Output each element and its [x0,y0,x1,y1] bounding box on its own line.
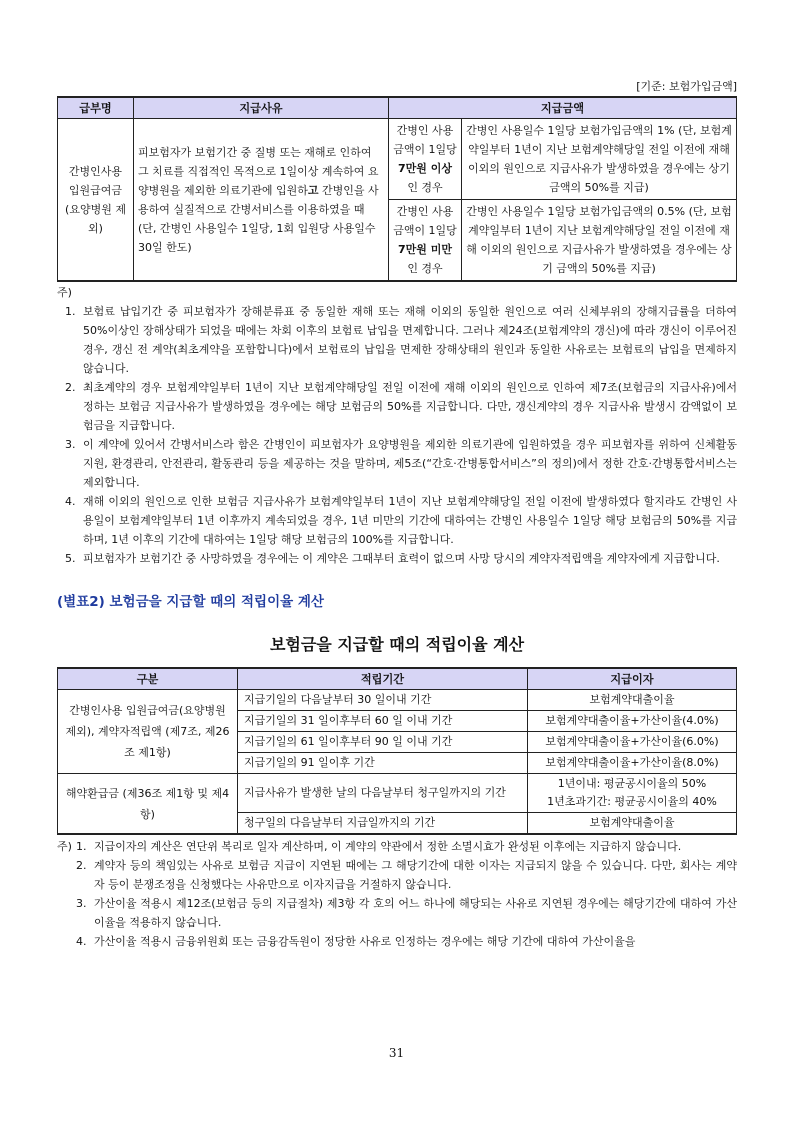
amount-cell: 간병인 사용일수 1일당 보험가입금액의 1% (단, 보험계약일부터 1년이 지난 보험계약해당일 전일 이전에 재해 이외의 원인으로 지급사유가 발생하였을 경우에는 상기 금액의 50%를 지급) [462,119,737,200]
period-cell: 지급기일의 61 일이후부터 90 일 이내 기간 [238,732,528,753]
header-amount: 지급금액 [389,97,737,119]
interest-table-header [58,668,737,690]
category-cell: 간병인사용 입원급여금(요양병원 제외), 계약자적립액 (제7조, 제26조 제1항) [58,690,238,774]
note-item: 4. 가산이율 적용시 금융위원회 또는 금융감독원이 정당한 사유로 인정하는 경우에는 해당 기간에 대하여 가산이율을 [90,932,737,951]
interest-line: 1년이내: 평균공시이율의 50% [557,777,707,790]
interest-cell: 보험계약대출이율+가산이율(8.0%) [528,753,737,774]
note-item: 1. 지급이자의 계산은 연단위 복리로 일자 계산하며, 이 계약의 약관에서 정한 소멸시효가 완성된 이후에는 지급하지 않습니다. [90,837,737,856]
note-item: 1. 보험료 납입기간 중 피보험자가 장해분류표 중 동일한 재해 또는 재해 이외의 동일한 원인으로 여러 신체부위의 장해지급률을 더하여 50%이상인 장해상태가 되었을 때에는 차회 이후의 보험료 납입을 면제합니다. 그러나 제24조(보험계약의 갱신)에 따라 갱신이 이루어진 경우, 갱신 전 계약(최초계약을 포함합니다)에서 보험료의 납입을 면제한 장해상태의 원인과 동일한 사유로는 보험료의 납입을 면제하지 않습니다. [79,302,737,378]
condition-cell: 간병인 사용금액이 1일당 7만원 이상인 경우 [389,119,462,200]
reason-cell: 피보험자가 보험기간 중 질병 또는 재해로 인하여 그 치료를 직접적인 목적으로 1일이상 계속하여 요양병원을 제외한 의료기관에 입원하고 간병인을 사용하여 실질적으로 간병서비스를 이용하였을 때 (단, 간병인 사용일수 1일당, 1회 입원당 사용일수 30일 한도) [134,119,389,282]
interest-cell [528,774,737,813]
notes2-label: 주) [57,840,72,853]
header-category: 구분 [58,668,238,690]
benefit-table-header [58,97,737,119]
note-item: 4. 재해 이외의 원인으로 인한 보험금 지급사유가 보험계약일부터 1년이 지난 보험계약해당일 전일 이전에 발생하였다 할지라도 간병인 사용일이 보험계약일부터 1년 이후까지 계속되었을 경우, 1년 미만의 기간에 대하여는 간병인 사용일수 1일당 해당 보험금의 50%를 지급하며, 1년 이후의 기간에 대하여는 1일당 해당 보험금의 100%를 지급합니다. [79,492,737,549]
notes-list [57,302,737,568]
page-number: 31 [388,1046,405,1060]
notes2-block [57,837,737,951]
period-cell: 지급기일의 31 일이후부터 60 일 이내 기간 [238,711,528,732]
category-cell: 해약환급금 (제36조 제1항 및 제4항) [58,774,238,835]
benefit-name-cell: 간병인사용 입원급여금 (요양병원 제외) [58,119,134,282]
note-item: 3. 이 계약에 있어서 간병서비스라 함은 간병인이 피보험자가 요양병원을 제외한 의료기관에 입원하였을 경우 피보험자를 위하여 신체활동 지원, 환경관리, 안전관리, 활동관리 등을 제공하는 것을 말하며, 제5조(“간호·간병통합서비스”의 정의)에서 정한 간호·간병통합서비스는 제외합니다. [79,435,737,492]
note-item: 3. 가산이율 적용시 제12조(보험금 등의 지급절차) 제3항 각 호의 어느 하나에 해당되는 사유로 지연된 경우에는 해당기간에 대하여 가산이율을 적용하지 않습니다. [90,894,737,932]
amount-cell: 간병인 사용일수 1일당 보험가입금액의 0.5% (단, 보험계약일부터 1년이 지난 보험계약해당일 전일 이전에 재해 이외의 원인으로 지급사유가 발생하였을 경우에는 상기 금액의 50%를 지급) [462,200,737,282]
table-row [58,119,737,200]
document-page [57,78,737,951]
note-item: 5. 피보험자가 보험기간 중 사망하였을 경우에는 이 계약은 그때부터 효력이 없으며 사망 당시의 계약자적립액을 계약자에게 지급합니다. [79,549,737,568]
interest-cell: 보험계약대출이율 [528,690,737,711]
period-cell: 지급사유가 발생한 날의 다음날부터 청구일까지의 기간 [238,774,528,813]
benefit-table [57,96,737,282]
interest-cell: 보험계약대출이율+가산이율(6.0%) [528,732,737,753]
period-cell: 지급기일의 다음날부터 30 일이내 기간 [238,690,528,711]
header-benefit-name: 급부명 [58,97,134,119]
period-cell: 지급기일의 91 일이후 기간 [238,753,528,774]
header-period: 적립기간 [238,668,528,690]
notes2-list [73,837,737,951]
section-title: (별표2) 보험금을 지급할 때의 적립이율 계산 [57,594,324,610]
interest-table [57,667,737,835]
table-row [58,690,737,711]
note-item: 2. 최초계약의 경우 보험계약일부터 1년이 지난 보험계약해당일 전일 이전에 재해 이외의 원인으로 인하여 제7조(보험금의 지급사유)에서 정하는 보험금 지급사유가 발생하였을 경우에는 해당 보험금의 50%를 지급합니다. 다만, 갱신계약의 경우 지급사유 발생시 감액없이 보험금을 지급합니다. [79,378,737,435]
header-reason: 지급사유 [134,97,389,119]
notes-label: 주) [57,286,72,299]
table-row [58,774,737,813]
interest-cell: 보험계약대출이율+가산이율(4.0%) [528,711,737,732]
condition-cell: 간병인 사용금액이 1일당 7만원 미만인 경우 [389,200,462,282]
header-interest: 지급이자 [528,668,737,690]
note-item: 2. 계약자 등의 책임있는 사유로 보험금 지급이 지연된 때에는 그 해당기간에 대한 이자는 지급되지 않을 수 있습니다. 다만, 회사는 계약자 등이 분쟁조정을 신청했다는 사유만으로 이자지급을 거절하지 않습니다. [90,856,737,894]
interest-line: 1년초과기간: 평균공시이율의 40% [547,795,717,808]
interest-cell: 보험계약대출이율 [528,813,737,835]
period-cell: 청구일의 다음날부터 지급일까지의 기간 [238,813,528,835]
basis-note: [기준: 보험가입금액] [636,80,737,93]
table-title: 보험금을 지급할 때의 적립이율 계산 [269,635,525,654]
